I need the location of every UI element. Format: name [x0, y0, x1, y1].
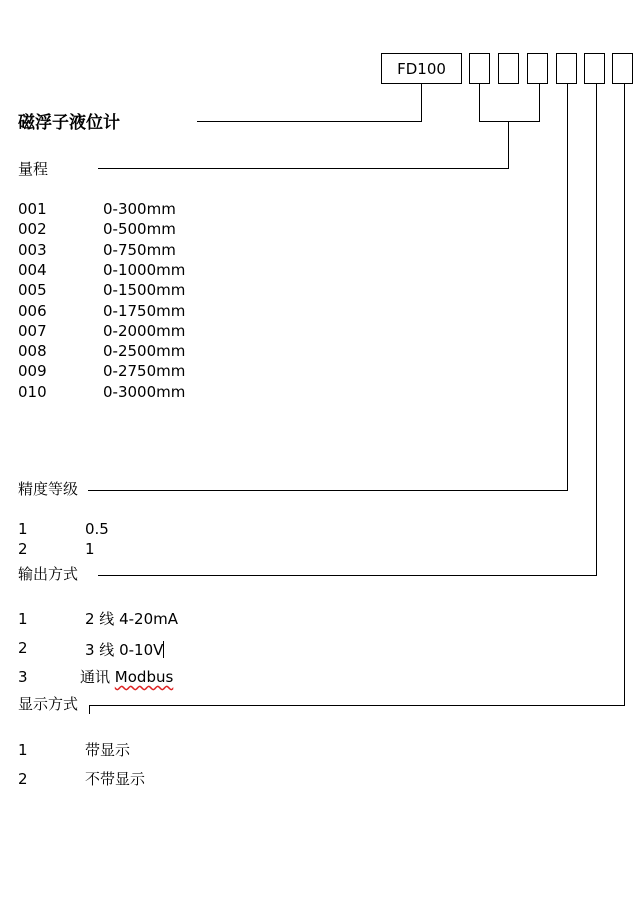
- code-slot-3: [527, 53, 548, 84]
- code-slot-4: [556, 53, 577, 84]
- product-title: 磁浮子液位计: [18, 113, 120, 133]
- range-value: 0-1500mm: [103, 281, 186, 299]
- output-label: 输出方式: [18, 565, 79, 583]
- range-value: 0-1000mm: [103, 261, 186, 279]
- connector-line: [567, 84, 568, 491]
- output-value-row: [80, 670, 173, 685]
- connector-line: [98, 575, 597, 576]
- accuracy-value: 1: [85, 540, 95, 558]
- connector-line: [508, 121, 509, 168]
- accuracy-label: 精度等级: [18, 480, 79, 498]
- output-code: 2: [18, 639, 28, 657]
- output-code: 1: [18, 610, 28, 628]
- connector-line: [98, 168, 509, 169]
- display-value: 不带显示: [85, 770, 146, 788]
- output-code: 3: [18, 668, 28, 686]
- range-code: 005: [18, 281, 47, 299]
- range-code: 003: [18, 241, 47, 259]
- range-value: 0-500mm: [103, 220, 176, 238]
- range-code: 009: [18, 362, 47, 380]
- connector-line: [539, 84, 540, 122]
- range-code: 008: [18, 342, 47, 360]
- range-value: 0-2500mm: [103, 342, 186, 360]
- range-code: 010: [18, 383, 47, 401]
- connector-line: [89, 705, 90, 714]
- range-code: 006: [18, 302, 47, 320]
- range-label: 量程: [18, 160, 49, 178]
- connector-line: [421, 84, 422, 122]
- range-code: 001: [18, 200, 47, 218]
- display-code: 2: [18, 770, 28, 788]
- connector-line: [596, 84, 597, 576]
- model-code-box: [381, 53, 462, 84]
- range-value: 0-1750mm: [103, 302, 186, 320]
- code-slot-1: [469, 53, 490, 84]
- output-value: 2 线 4-20mA: [85, 610, 178, 628]
- output-prefix: 通讯: [80, 668, 111, 686]
- output-value: 3 线 0-10V: [85, 641, 164, 659]
- connector-line: [197, 121, 422, 122]
- output-value: Modbus: [114, 668, 174, 686]
- code-slot-5: [584, 53, 605, 84]
- connector-line: [88, 490, 568, 491]
- display-code: 1: [18, 741, 28, 759]
- connector-line: [90, 705, 625, 706]
- output-value-row: [85, 641, 164, 658]
- code-slot-6: [612, 53, 633, 84]
- connector-line: [479, 84, 480, 122]
- accuracy-code: 2: [18, 540, 28, 558]
- connector-line: [624, 84, 625, 706]
- connector-line: [479, 121, 540, 122]
- display-label: 显示方式: [18, 695, 79, 713]
- range-value: 0-2000mm: [103, 322, 186, 340]
- range-code: 007: [18, 322, 47, 340]
- range-code: 002: [18, 220, 47, 238]
- range-value: 0-750mm: [103, 241, 176, 259]
- range-value: 0-2750mm: [103, 362, 186, 380]
- text-cursor: [163, 641, 164, 658]
- accuracy-value: 0.5: [85, 520, 109, 538]
- code-slot-2: [498, 53, 519, 84]
- range-value: 0-300mm: [103, 200, 176, 218]
- model-code: FD100: [397, 59, 446, 78]
- range-value: 0-3000mm: [103, 383, 186, 401]
- display-value: 带显示: [85, 741, 131, 759]
- accuracy-code: 1: [18, 520, 28, 538]
- range-code: 004: [18, 261, 47, 279]
